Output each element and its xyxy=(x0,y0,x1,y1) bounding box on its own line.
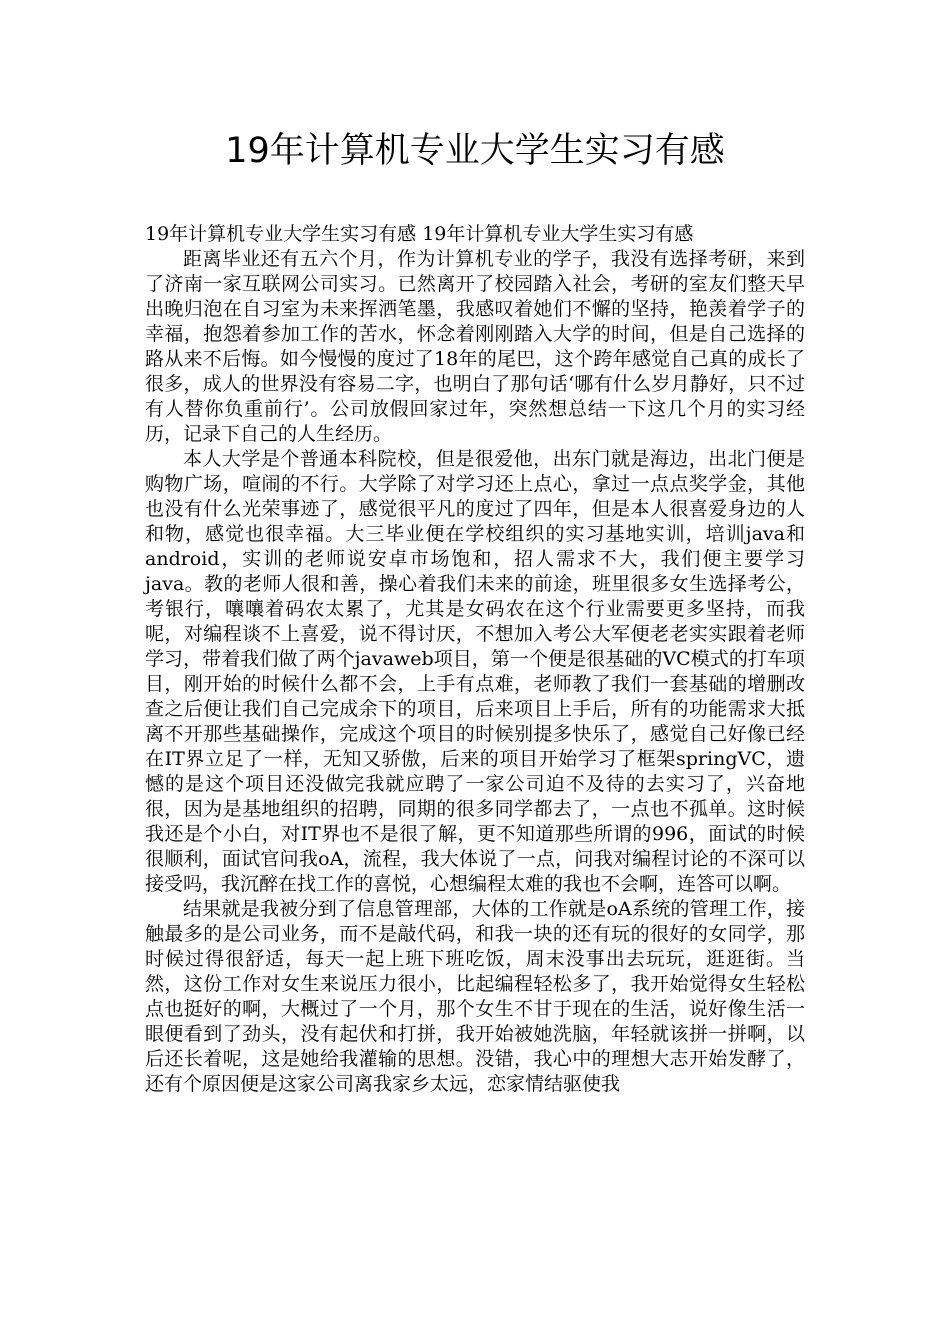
lead-line: 19年计算机专业大学生实习有感 19年计算机专业大学生实习有感 xyxy=(145,223,694,245)
paragraph-2: 本人大学是个普通本科院校，但是很爱他，出东门就是海边，出北门便是购物广场，喧闹的不行。大学除了对学习还上点心，拿过一点点奖学金，其他也没有什么光荣事迹了，感觉很平凡的度过了四年，但是本人很喜爱身边的人和物，感觉也很幸福。大三毕业便在学校组织的实习基地实训，培训java和android，实训的老师说安卓市场饱和，招人需求不大，我们便主要学习java。教的老师人很和善，操心着我们未来的前途，班里很多女生选择考公，考银行，嚷嚷着码农太累了，尤其是女码农在这个行业需要更多坚持，而我呢，对编程谈不上喜爱，说不得讨厌，不想加入考公大军便老老实实跟着老师学习，带着我们做了两个javaweb项目，第一个便是很基础的VC模式的打车项目，刚开始的时候什么都不会，上手有点难，老师教了我们一套基础的增删改查之后便让我们自己完成余下的项目，后来项目上手后，所有的功能需求大抵离不开那些基础操作，完成这个项目的时候别提多快乐了，感觉自己好像已经在IT界立足了一样，无知又骄傲，后来的项目开始学习了框架springVC，遗憾的是这个项目还没做完我就应聘了一家公司迫不及待的去实习了，兴奋地很，因为是基地组织的招聘，同期的很多同学都去了，一点也不孤单。这时候我还是个小白，对IT界也不是很了解，更不知道那些所谓的996，面试的时候很顺利，面试官问我oA，流程，我大体说了一点，问我对编程讨论的不深可以接受吗，我沉醉在找工作的喜悦，心想编程太难的我也不会啊，连答可以啊。 xyxy=(145,448,805,895)
paragraph-3: 结果就是我被分到了信息管理部，大体的工作就是oA系统的管理工作，接触最多的是公司业务，而不是敲代码，和我一块的还有玩的很好的女同学，那时候过得很舒适，每天一起上班下班吃饭，周末没事出去玩玩，逛逛街。当然，这份工作对女生来说压力很小，比起编程轻松多了，我开始觉得女生轻松点也挺好的啊，大概过了一个月，那个女生不甘于现在的生活，说好像生活一眼便看到了劲头，没有起伏和打拼，我开始被她洗脑，年轻就该拼一拼啊，以后还长着呢，这是她给我灌输的思想。没错，我心中的理想大志开始发酵了，还有个原因便是这家公司离我家乡太远，恋家情结驱使我 xyxy=(145,898,805,1095)
paragraph-1: 距离毕业还有五六个月，作为计算机专业的学子，我没有选择考研，来到了济南一家互联网公司实习。已然离开了校园踏入社会，考研的室友们整天早出晚归泡在自习室为未来挥洒笔墨，我感叹着她们不懈的坚持，艳羡着学子的幸福，抱怨着参加工作的苦水，怀念着刚刚踏入大学的时间，但是自己选择的路从来不后悔。如今慢慢的度过了18年的尾巴，这个跨年感觉自己真的成长了很多，成人的世界没有容易二字，也明白了那句话‘哪有什么岁月静好，只不过有人替你负重前行’。公司放假回家过年，突然想总结一下这几个月的实习经历，记录下自己的人生经历。 xyxy=(145,248,805,445)
document-body xyxy=(145,222,805,1097)
page-title: 19年计算机专业大学生实习有感 xyxy=(225,131,725,171)
